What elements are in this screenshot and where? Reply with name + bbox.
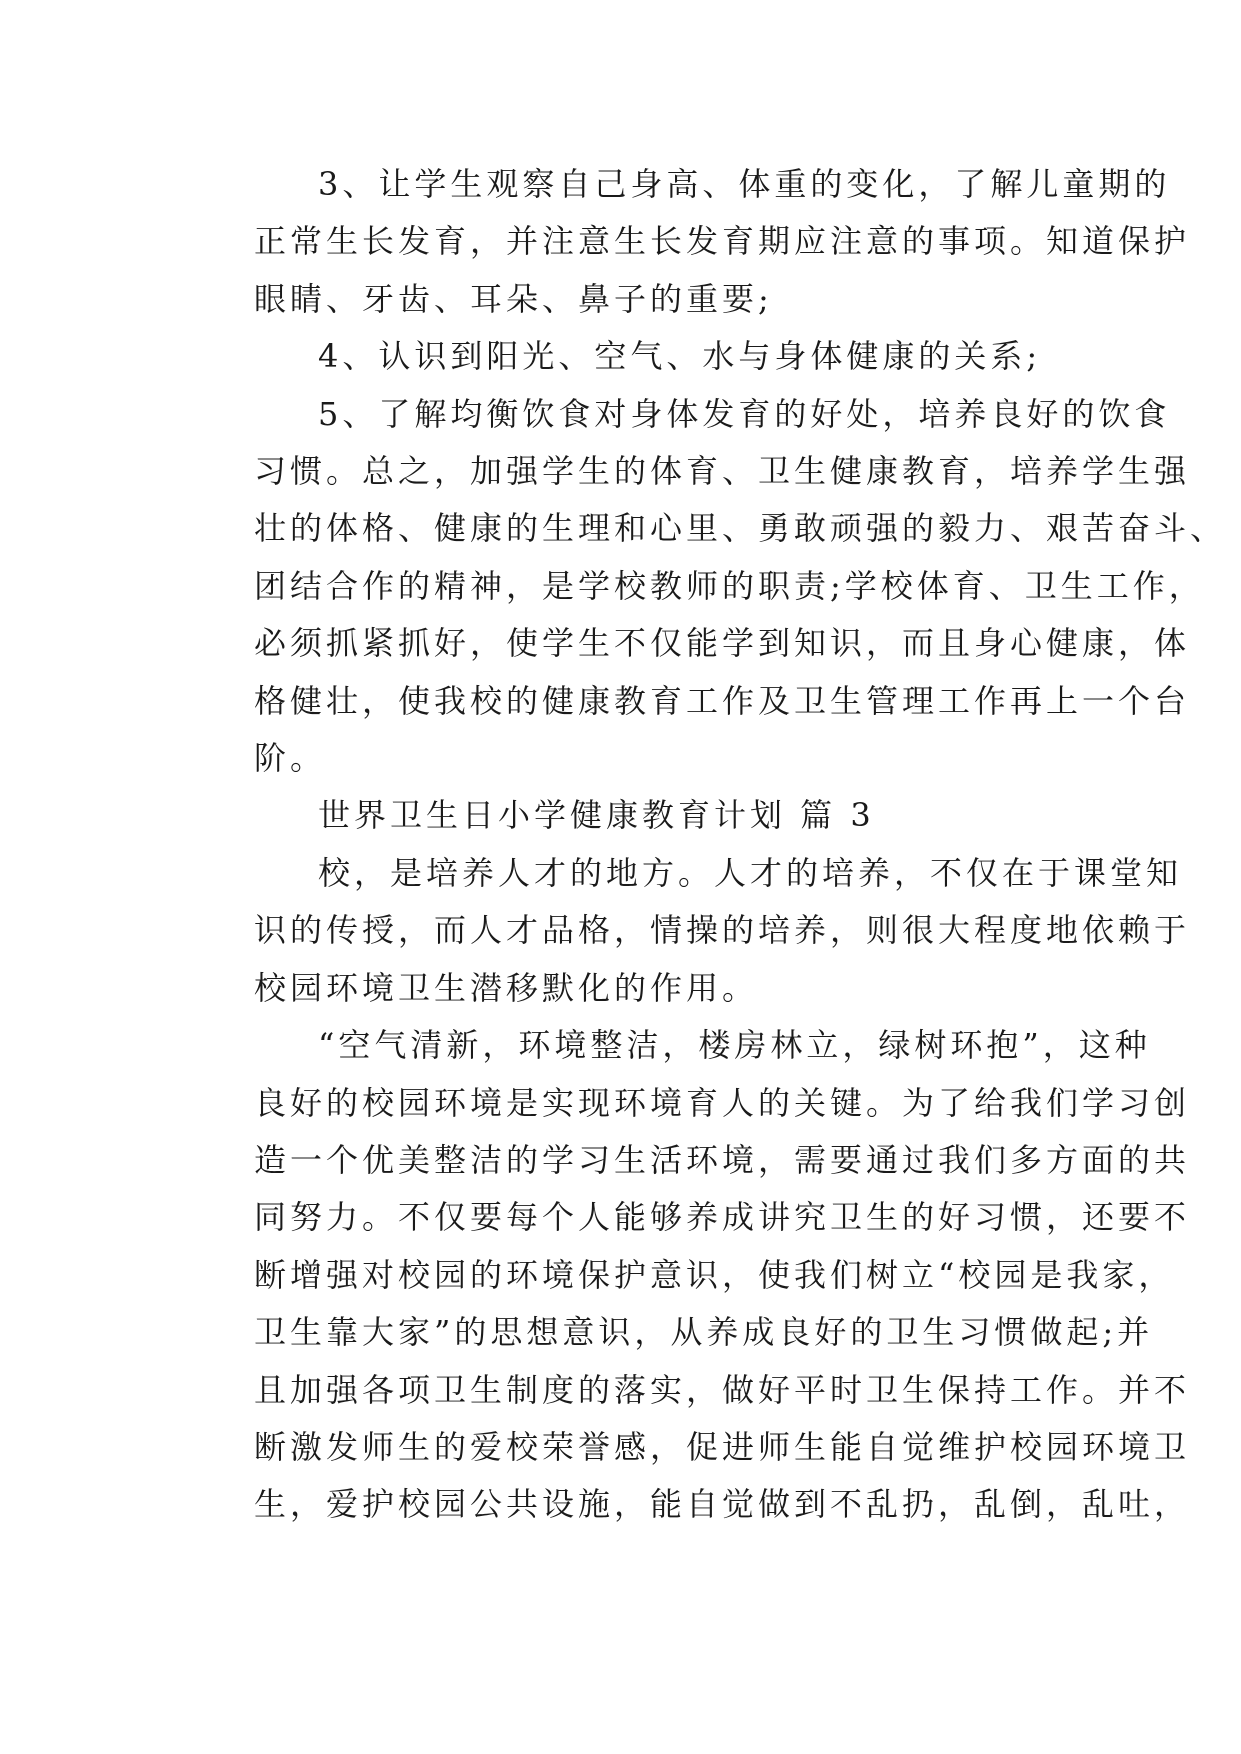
text-line: 校，是培养人才的地方。人才的培养，不仅在于课堂知: [318, 853, 1183, 892]
text-line: 壮的体格、健康的生理和心里、勇敢顽强的毅力、艰苦奋斗、: [254, 509, 1227, 548]
text-line: 习惯。总之，加强学生的体育、卫生健康教育，培养学生强: [254, 452, 1191, 491]
text-line: 眼睛、牙齿、耳朵、鼻子的重要;: [254, 279, 773, 318]
text-line: 4、认识到阳光、空气、水与身体健康的关系;: [318, 337, 1042, 376]
text-line: 且加强各项卫生制度的落实，做好平时卫生保持工作。并不: [254, 1370, 1191, 1409]
text-line: 格健壮，使我校的健康教育工作及卫生管理工作再上一个台: [254, 681, 1191, 720]
text-line: 正常生长发育，并注意生长发育期应注意的事项。知道保护: [254, 222, 1191, 261]
text-line: 3、让学生观察自己身高、体重的变化，了解儿童期的: [318, 165, 1171, 203]
text-line: 生，爱护校园公共设施，能自觉做到不乱扔，乱倒，乱吐，: [254, 1485, 1191, 1524]
text-line: 良好的校园环境是实现环境育人的关键。为了给我们学习创: [254, 1083, 1191, 1122]
text-line: 造一个优美整洁的学习生活环境，需要通过我们多方面的共: [254, 1140, 1191, 1179]
paragraph-5: [190, 386, 1227, 788]
text-line: 校园环境卫生潜移默化的作用。: [254, 968, 759, 1007]
text-line: 断增强对校园的环境保护意识，使我们树立“校园是我家，: [254, 1255, 1175, 1294]
text-line: 团结合作的精神，是学校教师的职责;学校体育、卫生工作，: [254, 566, 1205, 605]
paragraph-3: [190, 156, 1191, 328]
document-body: [190, 156, 1227, 1534]
paragraph-environment: [190, 1017, 1191, 1534]
text-line: 5、了解均衡饮食对身体发育的好处，培养良好的饮食: [318, 394, 1171, 433]
text-line: 必须抓紧抓好，使学生不仅能学到知识，而且身心健康，体: [254, 624, 1191, 663]
text-line: 卫生靠大家”的思想意识，从养成良好的卫生习惯做起;并: [254, 1313, 1154, 1352]
text-line: 断激发师生的爱校荣誉感，促进师生能自觉维护校园环境卫: [254, 1427, 1191, 1466]
paragraph-4: [190, 328, 1065, 385]
text-line: “空气清新，环境整洁，楼房林立，绿树环抱”，这种: [318, 1026, 1151, 1065]
text-line: 世界卫生日小学健康教育计划 篇 3: [318, 796, 875, 835]
text-line: 识的传授，而人才品格，情操的培养，则很大程度地依赖于: [254, 911, 1191, 950]
text-line: 阶。: [254, 739, 327, 778]
text-line: 同努力。不仅要每个人能够养成讲究卫生的好习惯，还要不: [254, 1198, 1191, 1237]
section-heading: [190, 787, 1065, 844]
paragraph-school: [190, 845, 1191, 1017]
